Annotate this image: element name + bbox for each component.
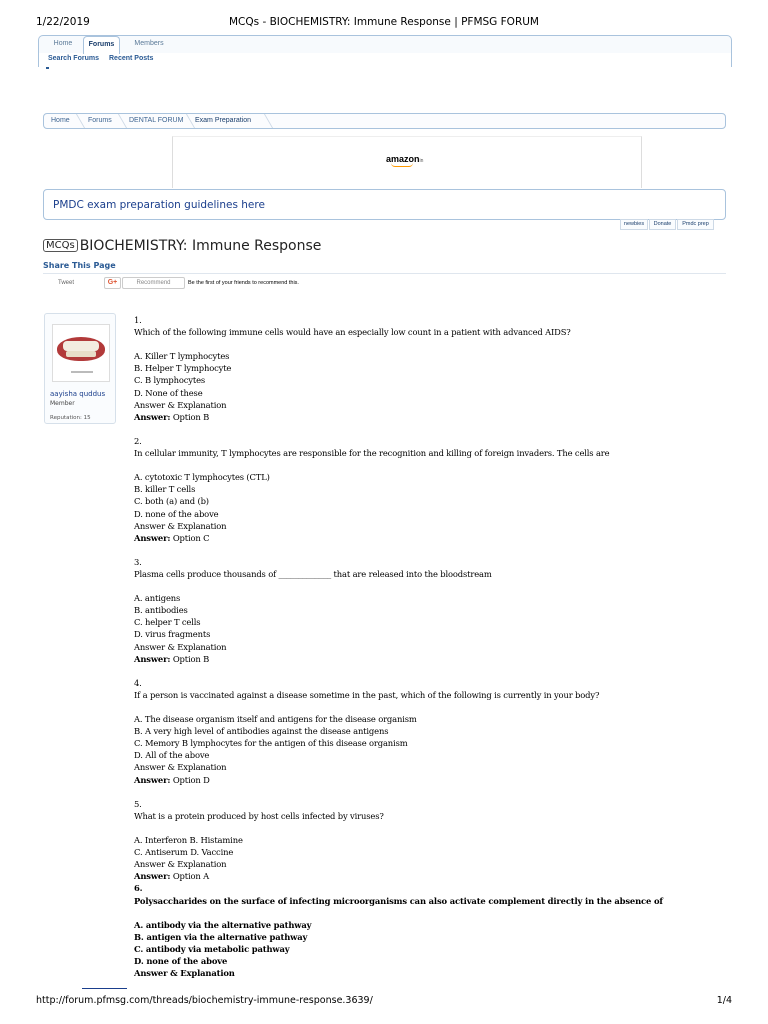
option: C. Memory B lymphocytes for the antigen of this disease organism [134, 738, 408, 749]
lower-teeth [66, 351, 96, 357]
answer-value: Option D [172, 774, 210, 785]
option: A. Interferon B. Histamine [134, 835, 243, 846]
nav-tabs [38, 35, 732, 53]
upper-teeth [63, 341, 99, 351]
option: D. None of these [134, 387, 203, 398]
print-date: 1/22/2019 [36, 16, 90, 28]
option: A. antigens [134, 593, 181, 604]
search-forums-link[interactable]: Search Forums [48, 55, 99, 62]
option: B. A very high level of antibodies against the disease antigens [134, 726, 389, 737]
page-url: http://forum.pfmsg.com/threads/biochemistry-immune-response.3639/ [36, 995, 373, 1006]
question-text: Which of the following immune cells would have an especially low count in a patient with advanced AIDS? [134, 327, 571, 338]
share-row [43, 277, 726, 291]
breadcrumb-exam-preparation[interactable]: Exam Preparation [195, 117, 252, 124]
answer-explanation-link[interactable]: Answer & Explanation [134, 641, 227, 652]
option: B. antibodies [134, 605, 188, 616]
option: A. cytotoxic T lymphocytes (CTL) [134, 472, 270, 483]
tab-home[interactable]: Home [53, 40, 73, 47]
user-title: Member [50, 400, 75, 407]
option: C. Antiserum D. Vaccine [134, 847, 234, 858]
question-text: Plasma cells produce thousands of _____________ that are released into the bloodstream [134, 568, 492, 579]
option: A. antibody via the alternative pathway [134, 919, 312, 930]
answer-line: Answer: Option B [134, 411, 210, 422]
recent-posts-link[interactable]: Recent Posts [109, 55, 154, 62]
amazon-smile-icon [391, 163, 413, 167]
print-title: MCQs - BIOCHEMISTRY: Immune Response | PFMSG FORUM [229, 16, 539, 28]
answer-explanation-link[interactable]: Answer & Explanation [134, 762, 227, 773]
option: D. none of the above [134, 955, 228, 966]
tweet-button[interactable]: Tweet [58, 280, 75, 286]
answer-line: Answer: Option B [134, 653, 210, 664]
question-number: 6. [134, 883, 143, 894]
page-number: 1/4 [716, 995, 732, 1006]
divider [43, 273, 726, 274]
answer-explanation-link[interactable]: Answer & Explanation [134, 859, 227, 870]
question-text: Polysaccharides on the surface of infecting microorganisms can also activate complement directly in the absence of [134, 895, 663, 906]
avatar[interactable] [52, 324, 110, 382]
answer-line: Answer: Option D [134, 774, 210, 785]
teeth-photo [57, 337, 105, 361]
answer-value: Option B [172, 653, 210, 664]
option: A. Killer T lymphocytes [134, 351, 230, 362]
tab-members[interactable]: Members [134, 40, 164, 47]
question-text: In cellular immunity, T lymphocytes are responsible for the recognition and killing of foreign invaders. The cells are [134, 448, 610, 459]
footer-underline [82, 988, 127, 989]
question-number: 3. [134, 556, 142, 567]
question-number: 1. [134, 315, 142, 325]
thread-title-text: BIOCHEMISTRY: Immune Response [79, 238, 322, 254]
user-card [44, 313, 116, 424]
breadcrumb-separator [68, 114, 85, 128]
answer-value: Option A [172, 871, 210, 882]
option: D. All of the above [134, 750, 210, 761]
print-header [36, 16, 732, 30]
question-number: 5. [134, 798, 142, 809]
breadcrumb-separator [110, 114, 127, 128]
post-body [134, 314, 734, 979]
answer-explanation-link[interactable]: Answer & Explanation [134, 520, 227, 531]
pmdc-prep-button[interactable]: Pmdc prep [677, 219, 714, 230]
option: B. antigen via the alternative pathway [134, 931, 308, 942]
answer-value: Option B [172, 411, 210, 422]
sub-nav [38, 53, 732, 67]
option: A. The disease organism itself and antigens for the disease organism [134, 714, 417, 725]
tab-forums[interactable]: Forums [83, 36, 120, 54]
question-number: 2. [134, 435, 142, 446]
recommend-button[interactable]: Recommend [122, 277, 185, 289]
notice-link[interactable]: PMDC exam preparation guidelines here [43, 189, 726, 220]
amazon-logo[interactable]: amazonin [386, 154, 424, 164]
option: D. virus fragments [134, 629, 211, 640]
user-reputation: Reputation: 15 [50, 415, 91, 421]
breadcrumb-home[interactable]: Home [51, 117, 70, 124]
newbies-button[interactable]: newbies [620, 219, 648, 230]
answer-explanation-link[interactable]: Answer & Explanation [134, 968, 235, 979]
thread-prefix[interactable]: MCQs [43, 239, 78, 252]
question-number: 4. [134, 677, 142, 688]
breadcrumb-dental-forum[interactable]: DENTAL FORUM [129, 117, 184, 124]
option: B. Helper T lymphocyte [134, 363, 232, 374]
username[interactable]: aayisha quddus [50, 390, 106, 398]
share-heading: Share This Page [43, 261, 116, 270]
avatar-caption [71, 371, 93, 373]
option: C. helper T cells [134, 617, 201, 628]
breadcrumb [43, 113, 726, 129]
answer-value: Option C [172, 532, 210, 543]
option: C. both (a) and (b) [134, 496, 209, 507]
answer-line: Answer: Option C [134, 532, 210, 543]
thread-title [43, 238, 321, 254]
breadcrumb-separator [256, 114, 273, 128]
option: C. B lymphocytes [134, 375, 206, 386]
subnav-marker [46, 67, 49, 69]
answer-explanation-link[interactable]: Answer & Explanation [134, 399, 227, 410]
donate-button[interactable]: Donate [649, 219, 676, 230]
option: B. killer T cells [134, 484, 196, 495]
question-text: What is a protein produced by host cells infected by viruses? [134, 810, 384, 821]
option: C. antibody via metabolic pathway [134, 943, 290, 954]
question-text: If a person is vaccinated against a disease sometime in the past, which of the following is currently in your body? [134, 689, 600, 700]
google-plus-button[interactable]: G+ [104, 277, 121, 289]
breadcrumb-forums[interactable]: Forums [88, 117, 112, 124]
recommend-text: Be the first of your friends to recommend this. [188, 280, 299, 286]
option: D. none of the above [134, 508, 219, 519]
answer-line: Answer: Option A [134, 871, 210, 882]
